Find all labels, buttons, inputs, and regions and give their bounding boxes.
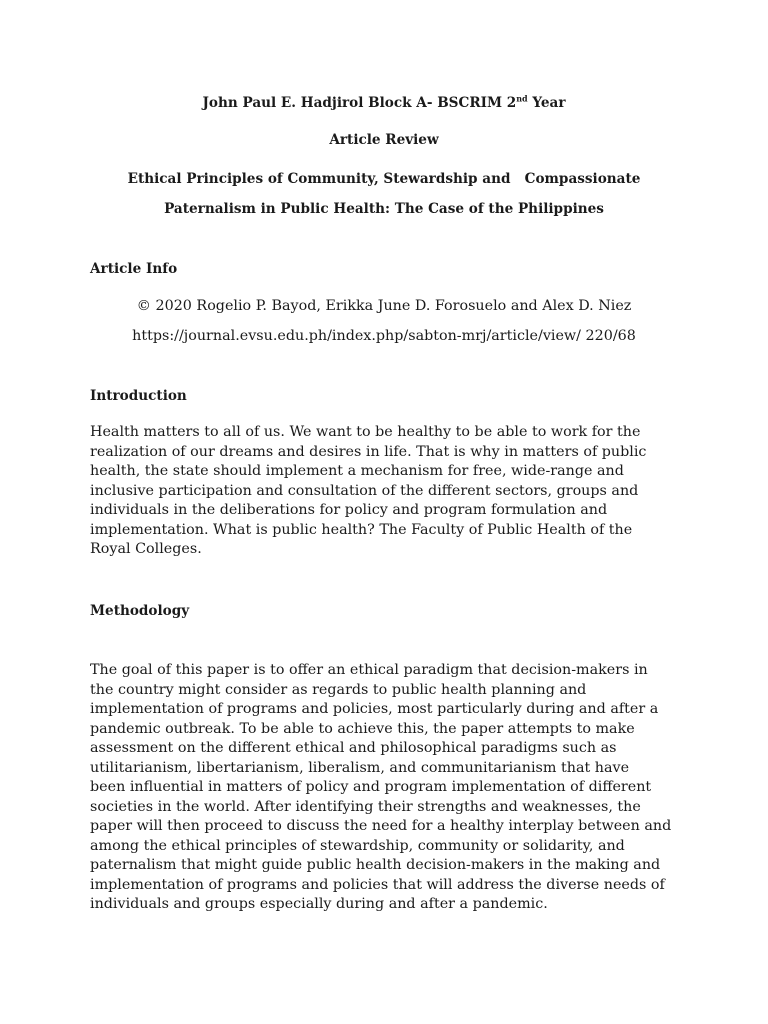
author-line-superscript: nd	[516, 93, 528, 104]
methodology-line: implementation of programs and policies that will address the diverse needs of	[90, 876, 665, 893]
methodology-line: among the ethical principles of stewardship, community or solidarity, and	[90, 837, 625, 854]
methodology-line: societies in the world. After identifying their strengths and weaknesses, the	[90, 798, 641, 815]
article-title-line-2: Paternalism in Public Health: The Case of the Philippines	[164, 201, 604, 217]
methodology-line: implementation of programs and policies, most particularly during and after a	[90, 701, 659, 717]
introduction-line: implementation. What is public health? The Faculty of Public Health of the	[90, 521, 633, 538]
methodology-line: individuals and groups especially during and after a pandemic.	[90, 896, 548, 912]
methodology-line: been influential in matters of policy and program implementation of different	[90, 779, 652, 795]
methodology-heading: Methodology	[90, 603, 190, 619]
article-url: https://journal.evsu.edu.ph/index.php/sabton-mrj/article/view/ 220/68	[132, 328, 636, 344]
methodology-line: paper will then proceed to discuss the need for a healthy interplay between and	[90, 818, 672, 834]
methodology-paragraph	[90, 661, 680, 915]
methodology-line: utilitarianism, libertarianism, liberalism, and communitarianism that have	[90, 759, 630, 776]
introduction-paragraph	[90, 423, 680, 560]
methodology-line: the country might consider as regards to public health planning and	[90, 681, 587, 698]
methodology-line: paternalism that might guide public health decision-makers in the making and	[90, 857, 661, 873]
document-type: Article Review	[329, 132, 439, 148]
methodology-line: assessment on the different ethical and philosophical paradigms such as	[90, 740, 617, 756]
introduction-line: Royal Colleges.	[90, 541, 202, 557]
methodology-line: pandemic outbreak. To be able to achieve this, the paper attempts to make	[90, 720, 635, 737]
author-line-main: John Paul E. Hadjirol Block A- BSCRIM 2	[202, 95, 517, 111]
introduction-line: Health matters to all of us. We want to be healthy to be able to work for the	[90, 424, 641, 440]
introduction-heading: Introduction	[90, 388, 187, 404]
introduction-line: inclusive participation and consultation of the different sectors, groups and	[90, 482, 639, 499]
methodology-line: The goal of this paper is to offer an ethical paradigm that decision-makers in	[90, 662, 648, 678]
introduction-line: individuals in the deliberations for policy and program formulation and	[90, 502, 608, 518]
article-info-heading: Article Info	[90, 261, 178, 277]
introduction-line: health, the state should implement a mechanism for free, wide-range and	[90, 463, 624, 479]
copyright-line: © 2020 Rogelio P. Bayod, Erikka June D. Forosuelo and Alex D. Niez	[136, 298, 632, 314]
introduction-line: realization of our dreams and desires in life. That is why in matters of public	[90, 443, 647, 460]
author-line-suffix: Year	[527, 95, 566, 111]
article-title-line-1: Ethical Principles of Community, Stewardship and Compassionate	[127, 171, 641, 187]
author-line	[0, 93, 768, 113]
